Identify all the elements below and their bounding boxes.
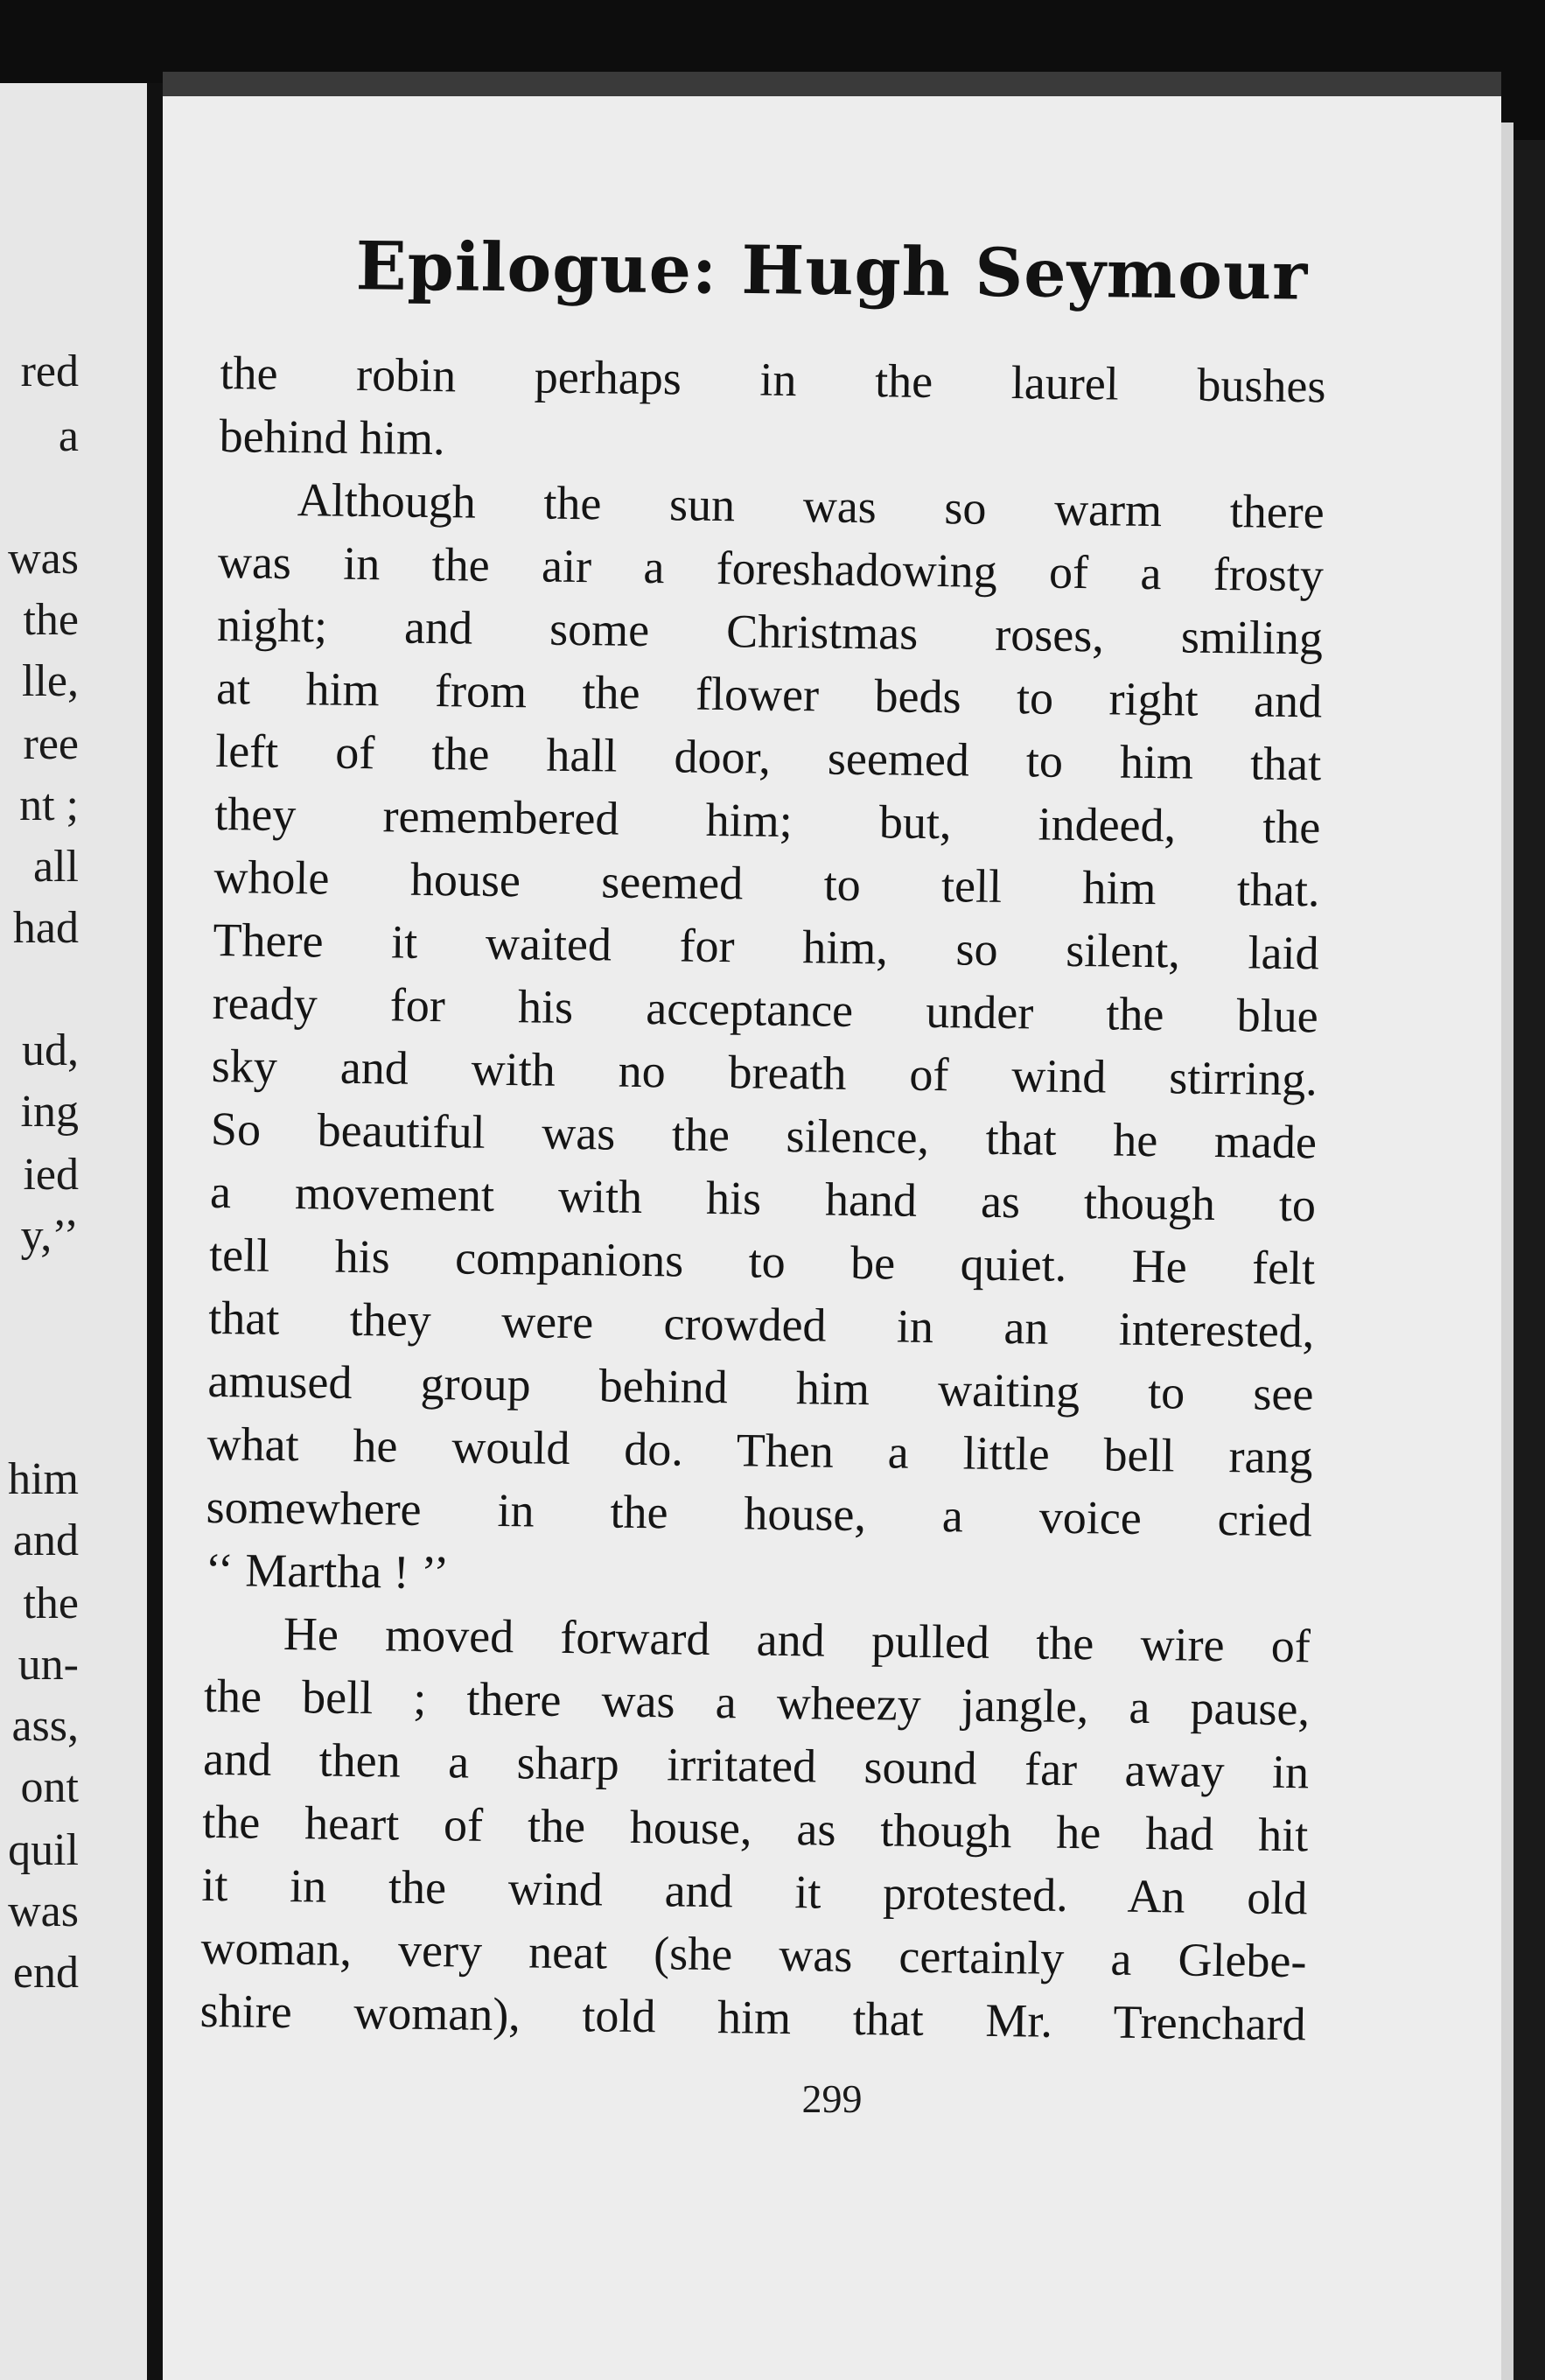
text-line: sky and with no breath of wind stirring.: [211, 1039, 1318, 1106]
left-page-fragment: nt ;: [19, 780, 79, 830]
text-line: the robin perhaps in the laurel bushes: [220, 346, 1326, 413]
text-line: left of the hall door, seemed to him that: [214, 724, 1322, 791]
text-line: the heart of the house, as though he had hit: [201, 1795, 1309, 1862]
running-head: Epilogue: Hugh Seymour: [355, 227, 1309, 315]
text-line: woman, very neat (she was certainly a Glebe-: [200, 1921, 1307, 1988]
text-line: night; and some Christmas roses, smiling: [216, 598, 1324, 665]
text-line: at him from the flower beds to right and: [215, 661, 1323, 728]
text-line: a movement with his hand as though to: [209, 1165, 1317, 1232]
left-page-fragment: ass,: [11, 1701, 79, 1751]
text-line: and then a sharp irritated sound far away in: [202, 1732, 1310, 1799]
text-line: There it waited for him, so silent, laid: [213, 913, 1319, 980]
left-page-fragment: un-: [17, 1640, 79, 1690]
text-line: amused group behind him waiting to see: [207, 1354, 1314, 1421]
text-line: somewhere in the house, a voice cried: [206, 1480, 1312, 1547]
text-line: it in the wind and it protested. An old: [201, 1858, 1308, 1925]
left-page-fragment: the: [23, 595, 79, 645]
left-page-fragment: quil: [8, 1825, 79, 1875]
left-page-fragment: lle,: [22, 656, 79, 706]
page-edge: [1501, 122, 1514, 2380]
left-page-fragment: ont: [20, 1762, 79, 1812]
left-page-fragment: ree: [23, 719, 79, 769]
text-line: they remembered him; but, indeed, the: [214, 787, 1321, 854]
page-number: 299: [801, 2076, 863, 2121]
text-line: what he would do. Then a little bell rang: [206, 1417, 1313, 1484]
left-page-fragment: was: [8, 1886, 79, 1936]
body-text: [199, 341, 1326, 2055]
book-page: [163, 96, 1501, 2380]
text-line: the bell ; there was a wheezy jangle, a pause,: [203, 1669, 1311, 1736]
page-top-edge: [163, 72, 1501, 96]
scan-border: [1514, 140, 1545, 2380]
text-line: behind him.: [219, 409, 446, 466]
book-gutter: [147, 83, 163, 2380]
left-page-fragment: him: [8, 1454, 79, 1504]
left-page-fragment: ud,: [22, 1026, 79, 1075]
text-line: ready for his acceptance under the blue: [212, 976, 1319, 1043]
left-page-fragment: y,’’: [20, 1211, 79, 1261]
facing-page-left: [0, 83, 147, 2380]
text-line: was in the air a foreshadowing of a frosty: [217, 535, 1325, 602]
left-page-fragment: had: [12, 903, 79, 953]
text-line: tell his companions to be quiet. He felt: [208, 1228, 1316, 1295]
text-line: He moved forward and pulled the wire of: [283, 1606, 1311, 1673]
text-line: ‘‘ Martha ! ’’: [205, 1543, 450, 1600]
left-page-fragment: a: [58, 411, 79, 461]
left-page-fragment: the: [23, 1578, 79, 1628]
left-page-fragment: all: [33, 842, 79, 892]
text-line: shire woman), told him that Mr. Trenchard: [199, 1984, 1306, 2051]
left-page-fragment: ied: [23, 1150, 79, 1200]
left-page-fragment: and: [12, 1516, 79, 1565]
left-page-fragment: red: [20, 346, 79, 396]
text-line: Although the sun was so warm there: [297, 473, 1325, 539]
left-page-fragment: was: [8, 534, 79, 584]
text-line: that they were crowded in an interested,: [207, 1291, 1315, 1358]
left-page-fragment: ing: [20, 1087, 79, 1137]
text-line: So beautiful was the silence, that he made: [210, 1102, 1318, 1169]
left-page-fragment: end: [12, 1948, 79, 1998]
text-line: whole house seemed to tell him that.: [213, 850, 1320, 917]
